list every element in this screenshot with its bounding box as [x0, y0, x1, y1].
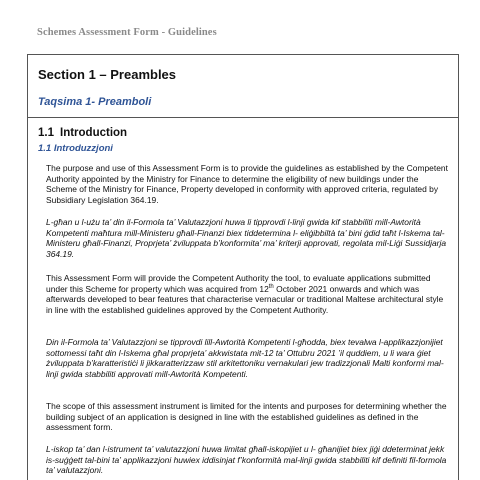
running-header: Schemes Assessment Form - Guidelines — [37, 27, 217, 38]
section-box — [27, 54, 459, 480]
section-title: Section 1 – Preambles — [38, 67, 177, 82]
ordinal-suffix: th — [268, 283, 274, 290]
subsection-title: Introduction — [60, 127, 128, 139]
section-subtitle-maltese: Taqsima 1- Preamboli — [38, 96, 152, 108]
paragraph-2-maltese: Din il-Formola ta’ Valutazzjoni se tipprovdi lill-Awtorità Kompetenti l-għodda, biex tevalwa l-applikazzjonijiet sottomessi taħt din l-Iskema għal proprjeta’ akkwistata mit-12 ta’ Ottubru 2021 ’il quddiem, u li wara ġiet żviluppata b’karatteristiċi li jikkaratterizzaw stil arkitettoniku vernakulari jew tradizzjonali Malti konformi mal-linji gwida stabbiliti approvati mill-Awtorità Kompetenti. — [46, 337, 444, 379]
subsection-number: 1.1 — [38, 127, 54, 139]
paragraph-2-english-text-a: This Assessment Form will provide the Competent Authority the tool, to evaluate applications submitted under this Scheme for property which was acquired from 12 — [46, 273, 431, 294]
paragraph-2-english — [46, 273, 448, 315]
paragraph-3-english: The scope of this assessment instrument is limited for the intents and purposes for determining whether the building subject of an application is designed in line with the established guidelines as defined in the assessment form. — [46, 401, 447, 433]
paragraph-1-english: The purpose and use of this Assessment Form is to provide the guidelines as established by the Competent Authority appointed by the Ministry for Finance to determine the eligibility of new buildings under the Scheme of the Ministry for Finance, Property developed in conformity with approved criteria, regulated by Subsidiary Legislation 364.19. — [46, 163, 448, 205]
paragraph-1-maltese: L-għan u l-użu ta’ din il-Formola ta’ Valutazzjoni huwa li tipprovdi l-linji gwida kif stabbiliti mill-Awtorità Kompetenti maħtura mill-Ministeru għall-Finanzi biex tiddetermina l- eliġibbiltà ta’ bini ġdid taħt l-Iskema tal-Ministeru għall-Finanzi, Proprjeta’ żviluppata b’konformita’ ma’ kriterji approvati, regolata mil-Liġi Sussidjarja 364.19. — [46, 217, 447, 259]
section-divider — [28, 117, 458, 118]
subsection-title-maltese: 1.1 Introduzzjoni — [38, 143, 113, 154]
paragraph-2-english-text-b: October 2021 onwards and which was afterwards developed to bear features that characterise vernacular or traditional Maltese architectural style in line with the established guidelines approved by the Competent Authority. — [46, 283, 444, 315]
paragraph-3-maltese: L-iskop ta’ dan l-istrument ta’ valutazzjoni huwa limitat għall-iskopijiet u l- għanijiet biex jiġi ddeterminat jekk is-suġġett tal-bini ta’ applikazzjoni huwiex iddisinjat f’konformità mal-linji gwida stabbiliti kif definiti fil-formola ta’ valutazzjoni. — [46, 444, 447, 476]
